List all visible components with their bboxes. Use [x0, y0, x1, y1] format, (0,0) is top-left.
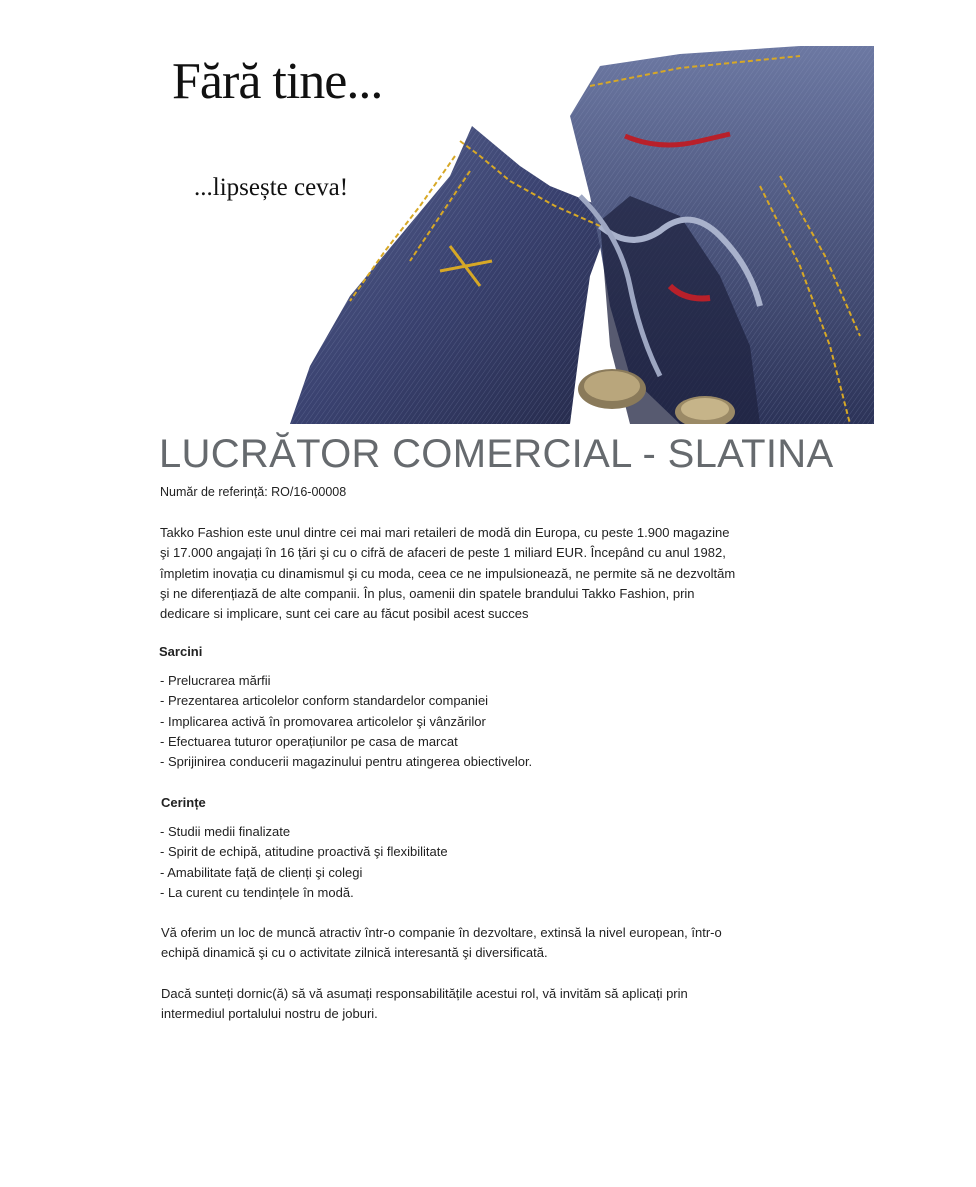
tasks-heading: Sarcini [159, 644, 203, 659]
apply-paragraph: Dacă sunteți dornic(ă) să vă asumați responsabilitățile acestui rol, vă invităm să aplicați prin intermediul portalului nostru de joburi. [161, 986, 688, 1022]
list-item: - Spirit de echipă, atitudine proactivă şi flexibilitate [160, 842, 448, 862]
list-item: - Prezentarea articolelor conform standardelor companiei [160, 691, 532, 711]
tasks-list [160, 671, 532, 772]
banner [160, 46, 874, 424]
list-item: - Studii medii finalizate [160, 822, 448, 842]
banner-tagline-sub: ...lipsește ceva! [194, 174, 349, 201]
list-item: - Prelucrarea mărfii [160, 671, 532, 691]
list-item: - La curent cu tendințele în modă. [160, 883, 448, 903]
list-item: - Implicarea activă în promovarea articolelor şi vânzărilor [160, 712, 532, 732]
list-item: - Efectuarea tuturor operațiunilor pe casa de marcat [160, 732, 532, 752]
requirements-list [160, 822, 448, 903]
job-title: LUCRĂTOR COMERCIAL - SLATINA [159, 432, 834, 476]
requirements-heading: Cerințe [161, 795, 206, 810]
list-item: - Sprijinirea conducerii magazinului pentru atingerea obiectivelor. [160, 752, 532, 772]
company-intro: Takko Fashion este unul dintre cei mai mari retaileri de modă din Europa, cu peste 1.900 magazine şi 17.000 angajați în 16 țări şi cu o cifră de afaceri de peste 1 miliard EUR. Începând cu anul 1982, împletim inovația cu dinamismul şi cu moda, ceea ce ne impulsionează, ne permite să ne dezvoltăm şi ne diferențiază de alte companii. În plus, oamenii din spatele brandului Takko Fashion, prin dedicare si implicare, sunt cei care au făcut posibil acest succes [160, 525, 736, 622]
banner-tagline-main: Fără tine... [172, 53, 383, 110]
offer-paragraph: Vă oferim un loc de muncă atractiv într-o companie în dezvoltare, extinsă la nivel european, într-o echipă dinamică şi cu o activitate zilnică interesantă şi diversificată. [161, 925, 722, 961]
reference-number: Număr de referință: RO/16-00008 [160, 485, 347, 499]
list-item: - Amabilitate față de clienți şi colegi [160, 863, 448, 883]
